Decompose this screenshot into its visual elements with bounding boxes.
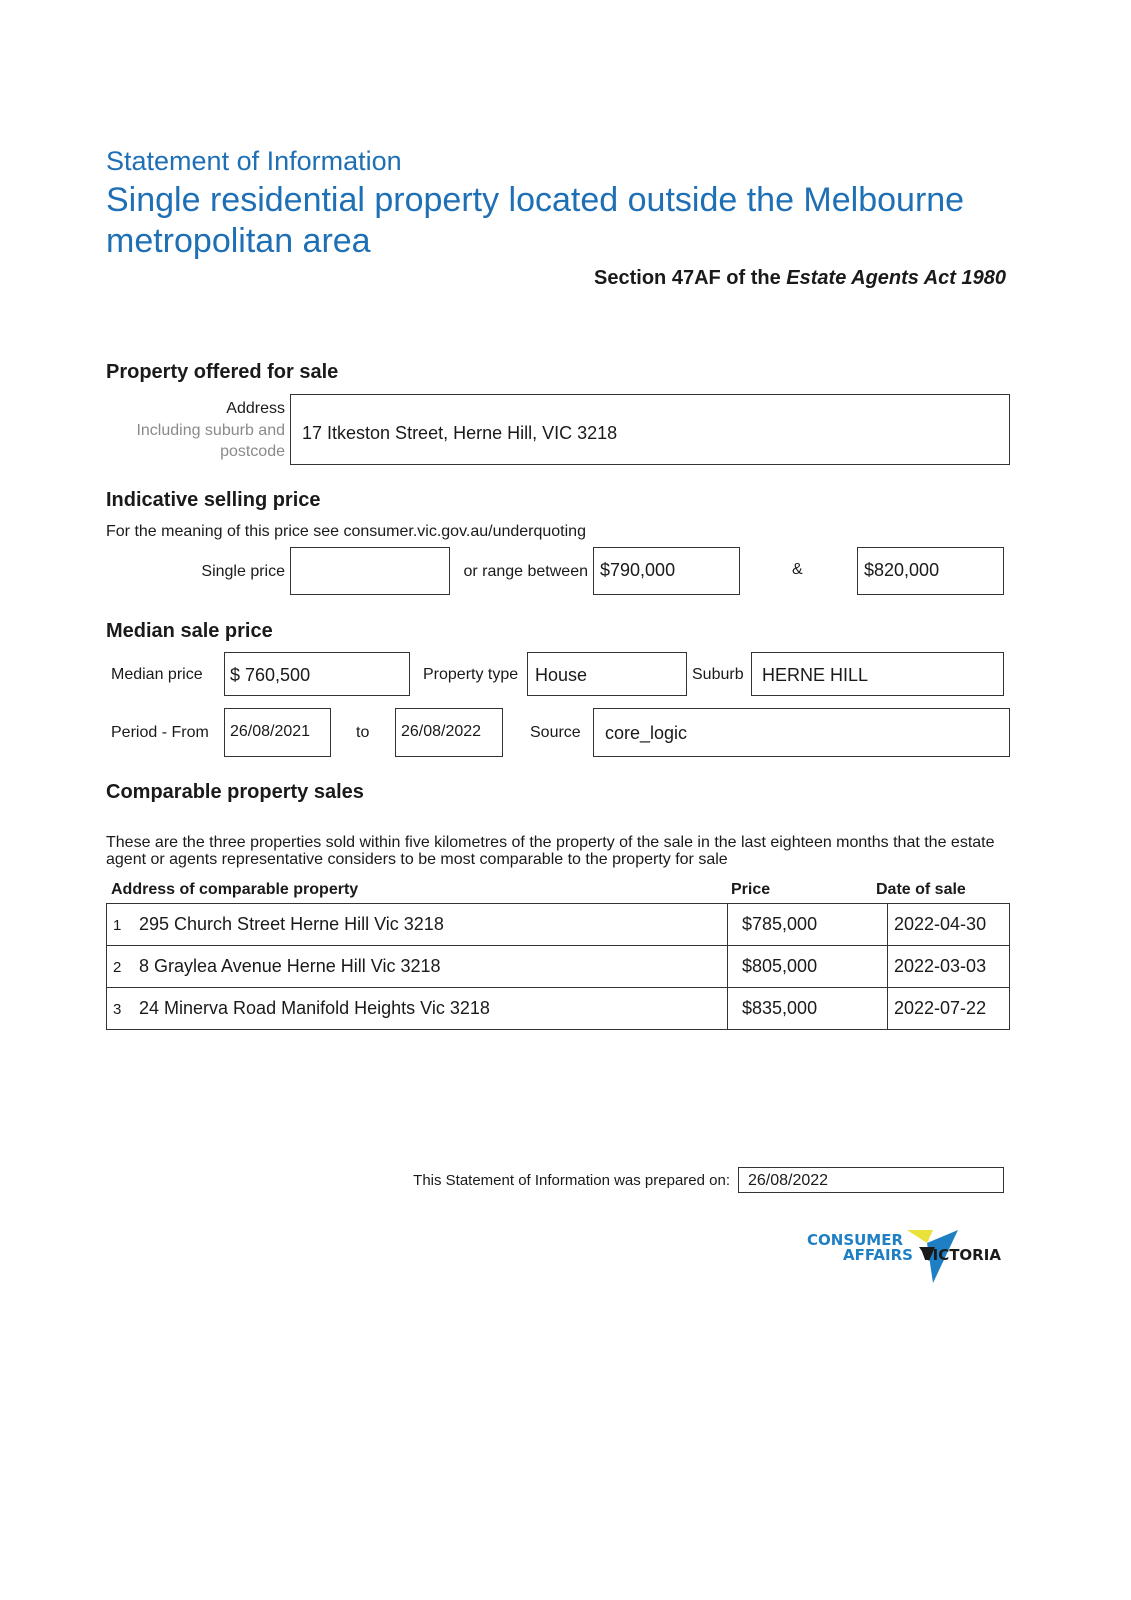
period-to-field[interactable] [395, 708, 503, 757]
col-price-header: Price [731, 881, 771, 898]
address-hint-1: Including suburb and [136, 422, 285, 439]
indicative-heading: Indicative selling price [106, 489, 321, 511]
range-low-value: $790,000 [600, 560, 676, 580]
logo-line-1: CONSUMER [807, 1231, 904, 1249]
table-row [107, 988, 1010, 1030]
suburb-label: Suburb [692, 666, 744, 683]
suburb-value: HERNE HILL [762, 665, 869, 685]
comparable-price: $805,000 [728, 946, 888, 988]
single-price-field[interactable] [290, 547, 450, 595]
comparable-address: 295 Church Street Herne Hill Vic 3218 [139, 914, 444, 934]
section-prefix: Section 47AF of the [594, 267, 787, 289]
row-number: 2 [113, 959, 122, 976]
section-reference [594, 267, 1006, 290]
source-field[interactable] [593, 708, 1010, 757]
address-hint-2: postcode [220, 443, 285, 460]
row-number: 1 [113, 917, 122, 934]
range-low-field[interactable] [593, 547, 740, 595]
prepared-date-value: 26/08/2022 [748, 1172, 829, 1189]
range-label: or range between [463, 563, 588, 580]
comparable-address: 8 Graylea Avenue Herne Hill Vic 3218 [139, 956, 441, 976]
table-row [107, 904, 1010, 946]
comparable-address-cell [107, 946, 728, 988]
comparable-table [106, 903, 1010, 1030]
property-type-field[interactable] [527, 652, 687, 696]
period-to-value: 26/08/2022 [401, 723, 482, 740]
median-price-field[interactable] [224, 652, 410, 696]
comparable-address-cell [107, 988, 728, 1030]
logo-line-3: VICTORIA [921, 1246, 1001, 1264]
range-high-field[interactable] [857, 547, 1004, 595]
document-subtitle: Single residential property located outside the Melbourne metropolitan area [106, 181, 965, 260]
period-from-label: Period - From [111, 724, 209, 741]
col-date-header: Date of sale [876, 881, 966, 898]
property-type-value: House [535, 665, 588, 685]
range-amp: & [792, 561, 803, 578]
col-address-header: Address of comparable property [111, 881, 359, 898]
table-row [107, 946, 1010, 988]
document-title: Statement of Information [106, 146, 402, 176]
address-value: 17 Itkeston Street, Herne Hill, VIC 3218 [302, 423, 618, 443]
single-price-label: Single price [201, 563, 285, 580]
address-label: Address [226, 400, 285, 417]
source-value: core_logic [605, 723, 688, 743]
property-heading: Property offered for sale [106, 361, 339, 383]
logo-line-2: AFFAIRS [843, 1246, 913, 1264]
address-field[interactable] [290, 394, 1010, 465]
median-price-label: Median price [111, 666, 203, 683]
comparable-price: $835,000 [728, 988, 888, 1030]
comparable-date: 2022-03-03 [888, 946, 1010, 988]
range-high-value: $820,000 [864, 560, 940, 580]
period-from-value: 26/08/2021 [230, 723, 311, 740]
comparable-date: 2022-04-30 [888, 904, 1010, 946]
period-from-field[interactable] [224, 708, 331, 757]
comparable-date: 2022-07-22 [888, 988, 1010, 1030]
comparable-description: These are the three properties sold within five kilometres of the property of the sale in the last eighteen months that the estate agent or agents representative considers to be most comparable to the property for sale [106, 834, 995, 868]
median-price-value: $ 760,500 [230, 665, 311, 685]
property-type-label: Property type [423, 666, 519, 683]
row-number: 3 [113, 1001, 122, 1018]
comparable-address: 24 Minerva Road Manifold Heights Vic 3218 [139, 998, 490, 1018]
section-act: Estate Agents Act 1980 [786, 267, 1006, 289]
comparable-heading: Comparable property sales [106, 781, 364, 803]
prepared-date-field[interactable] [738, 1167, 1004, 1193]
comparable-price: $785,000 [728, 904, 888, 946]
suburb-field[interactable] [751, 652, 1004, 696]
median-heading: Median sale price [106, 620, 273, 642]
prepared-label: This Statement of Information was prepared on: [413, 1172, 730, 1189]
consumer-affairs-victoria-logo [805, 1225, 1005, 1287]
logo-yellow-shape [907, 1230, 933, 1243]
period-to-label: to [356, 724, 370, 741]
indicative-note: For the meaning of this price see consumer.vic.gov.au/underquoting [106, 523, 586, 540]
source-label: Source [530, 724, 581, 741]
comparable-address-cell [107, 904, 728, 946]
